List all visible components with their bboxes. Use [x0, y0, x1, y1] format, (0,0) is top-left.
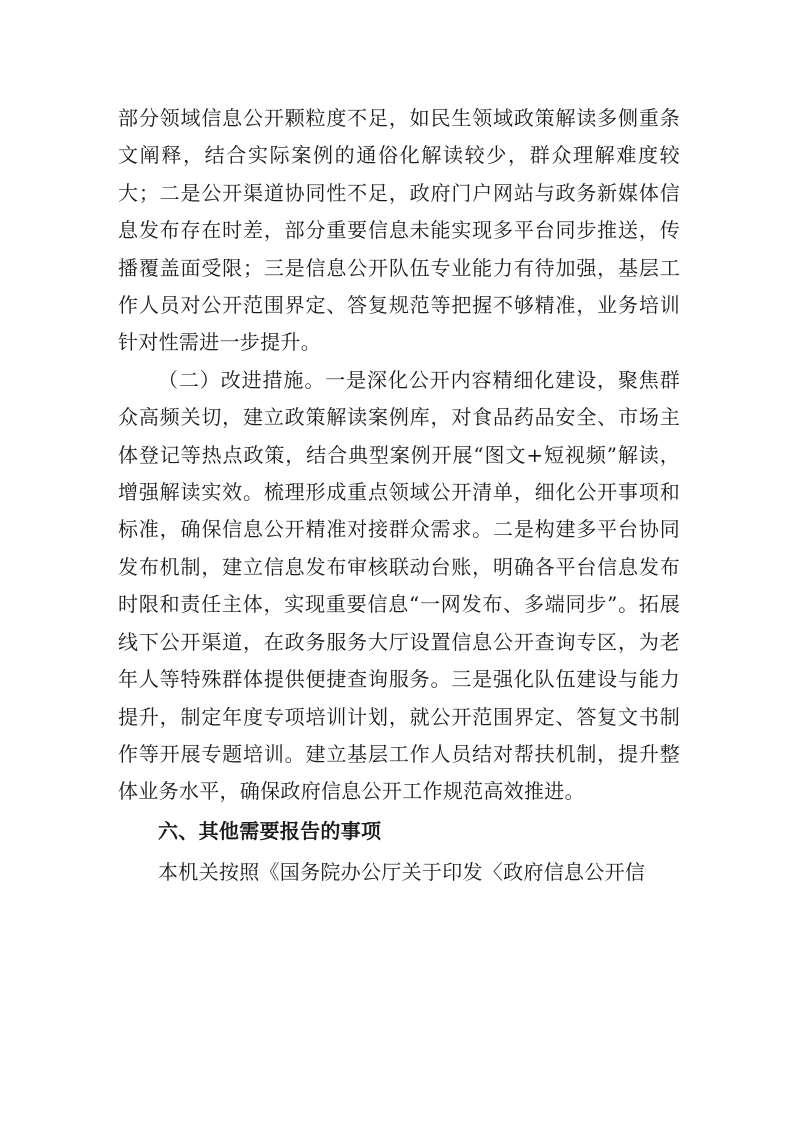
section-heading: 六、其他需要报告的事项	[158, 818, 382, 843]
paragraph-other-matters: 本机关按照《国务院办公厅关于印发〈政府信息公开信	[158, 860, 646, 885]
paragraph-issues: 部分领域信息公开颗粒度不足，如民生领域政策解读多侧重条文阐释，结合实际案例的通俗化解读较少，群众理解难度较大；二是公开渠道协同性不足，政府门户网站与政务新媒体信息发布存在时差，部分重要信息未能实现多平台同步推送，传播覆盖面受限；三是信息公开队伍专业能力有待加强，基层工作人员对公开范围界定、答复规范等把握不够精准，业务培训针对性需进一步提升。	[118, 106, 680, 355]
document-body	[118, 100, 680, 892]
paragraph-improvement-measures: （二）改进措施。一是深化公开内容精细化建设，聚焦群众高频关切，建立政策解读案例库，对食品药品安全、市场主体登记等热点政策，结合典型案例开展“图文+短视频”解读，增强解读实效。梳理形成重点领域公开清单，细化公开事项和标准，确保信息公开精准对接群众需求。二是构建多平台协同发布机制，建立信息发布审核联动台账，明确各平台信息发布时限和责任主体，实现重要信息“一网发布、多端同步”。拓展线下公开渠道，在政务服务大厅设置信息公开查询专区，为老年人等特殊群体提供便捷查询服务。三是强化队伍建设与能力提升，制定年度专项培训计划，就公开范围界定、答复文书制作等开展专题培训。建立基层工作人员结对帮扶机制，提升整体业务水平，确保政府信息公开工作规范高效推进。	[118, 367, 680, 804]
